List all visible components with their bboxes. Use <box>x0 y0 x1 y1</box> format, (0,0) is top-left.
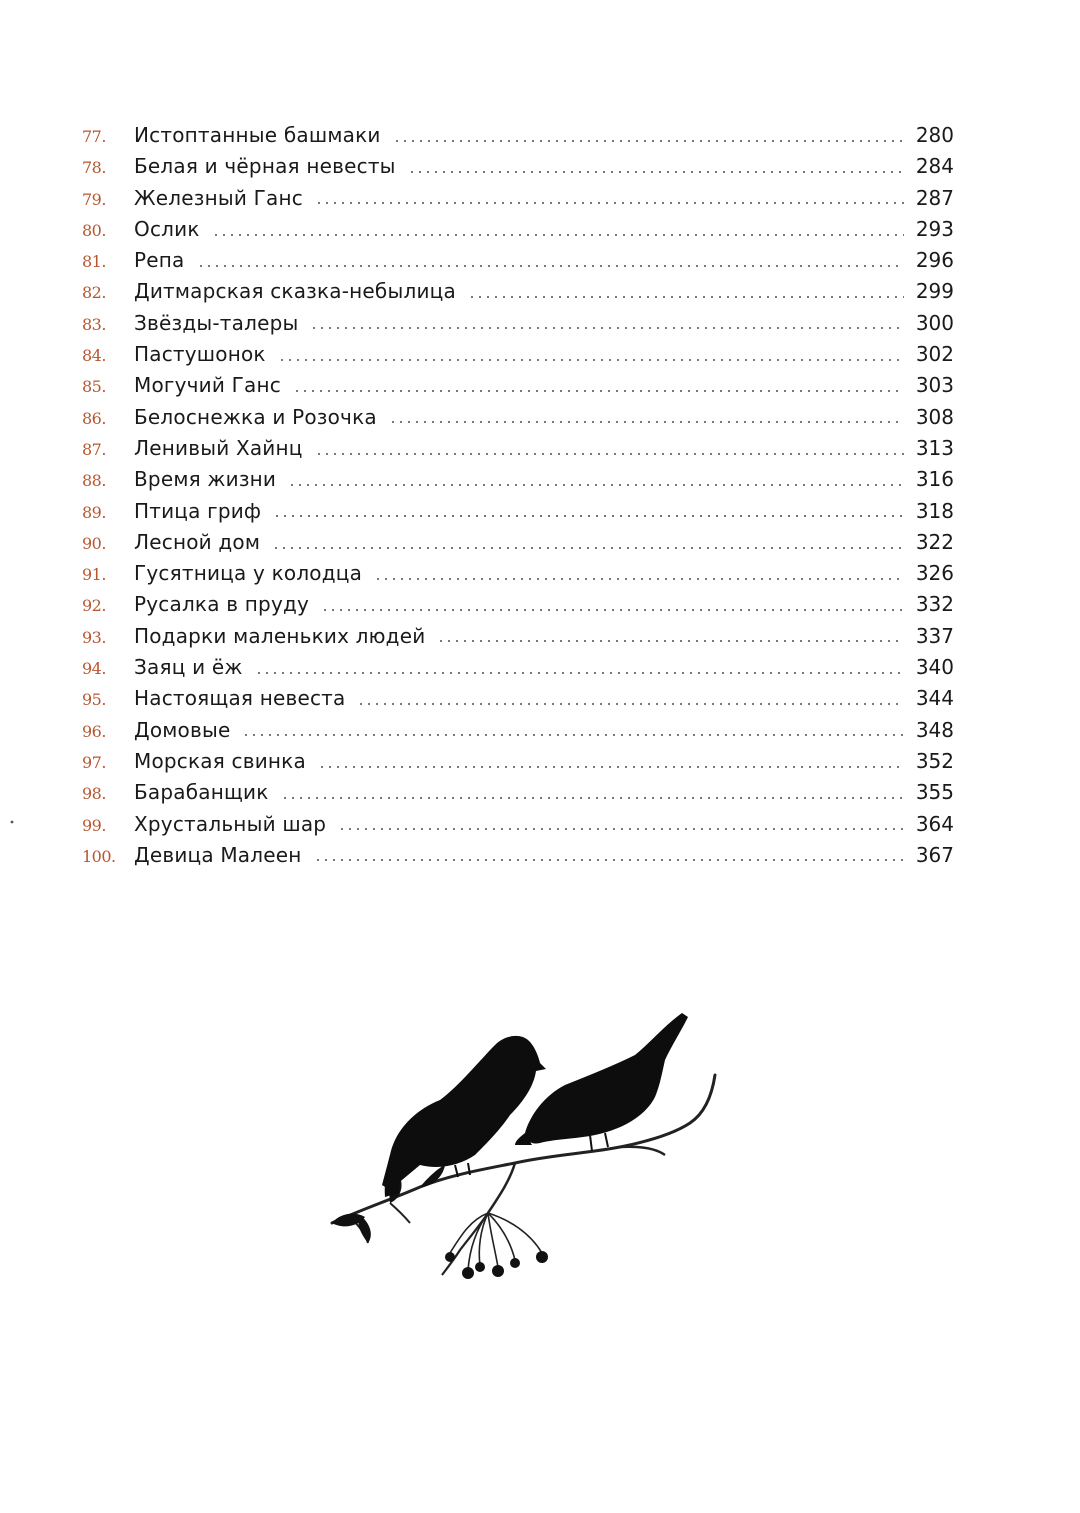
dot-leader <box>468 296 904 298</box>
toc-entry-number: 84. <box>82 346 106 366</box>
toc-entry-title: Дитмарская сказка-небылица <box>134 279 456 304</box>
dot-leader <box>212 234 904 236</box>
toc-entry <box>82 214 954 245</box>
toc-entry-title: Девица Малеен <box>134 842 302 867</box>
toc-entry-number: 82. <box>82 283 106 303</box>
toc-entry-page: 303 <box>915 373 954 398</box>
dot-leader <box>197 265 904 267</box>
toc-entry <box>82 840 954 871</box>
toc-entry-page: 367 <box>915 842 954 867</box>
toc-entry-page: 352 <box>915 748 954 773</box>
toc-entry <box>82 621 954 652</box>
toc-entry <box>82 339 954 370</box>
toc-entry-title: Репа <box>134 248 185 273</box>
toc-entry-page: 300 <box>915 310 954 335</box>
toc-entry-page: 322 <box>915 529 954 554</box>
toc-entry-title: Заяц и ёж <box>134 655 243 680</box>
toc-entry-page: 348 <box>915 717 954 742</box>
dot-leader <box>278 359 904 361</box>
dot-leader <box>293 390 904 392</box>
table-of-contents <box>82 120 954 871</box>
toc-entry-title: Истоптанные башмаки <box>134 123 381 147</box>
dot-leader <box>272 547 904 549</box>
toc-entry-number: 80. <box>82 220 106 240</box>
toc-entry <box>82 683 954 714</box>
toc-entry-page: 318 <box>915 498 954 523</box>
toc-entry-title: Лесной дом <box>134 529 261 554</box>
dot-leader <box>408 171 904 173</box>
toc-entry-title: Настоящая невеста <box>134 686 346 711</box>
toc-entry-number: 91. <box>82 565 106 585</box>
toc-entry-page: 299 <box>915 279 954 304</box>
toc-entry-number: 96. <box>82 721 106 741</box>
toc-entry <box>82 558 954 589</box>
toc-entry-page: 332 <box>915 592 954 617</box>
toc-entry <box>82 151 954 182</box>
toc-entry-title: Белоснежка и Розочка <box>134 404 377 429</box>
dot-leader <box>273 515 904 517</box>
dot-leader <box>310 327 903 329</box>
toc-entry-title: Подарки маленьких людей <box>134 623 426 648</box>
dot-leader <box>314 859 904 861</box>
toc-entry-page: 355 <box>915 780 954 805</box>
dot-leader <box>321 609 904 611</box>
scan-speck <box>10 820 14 824</box>
dot-leader <box>393 140 904 142</box>
toc-entry-number: 95. <box>82 690 106 710</box>
toc-entry-page: 313 <box>915 435 954 460</box>
toc-entry-title: Ленивый Хайнц <box>134 435 303 460</box>
dot-leader <box>281 797 904 799</box>
toc-entry-title: Ослик <box>134 216 200 241</box>
dot-leader <box>242 734 903 736</box>
toc-entry-page: 344 <box>915 686 954 711</box>
dot-leader <box>437 640 903 642</box>
toc-entry-page: 284 <box>915 154 954 179</box>
dot-leader <box>288 484 904 486</box>
toc-entry-page: 316 <box>915 467 954 492</box>
toc-entry-title: Звёзды-талеры <box>134 310 299 335</box>
toc-entry <box>82 777 954 808</box>
toc-entry-page: 340 <box>915 655 954 680</box>
toc-entry-page: 326 <box>915 561 954 586</box>
toc-entry-title: Время жизни <box>134 467 277 492</box>
dot-leader <box>318 766 904 768</box>
toc-entry-number: 83. <box>82 314 106 334</box>
toc-entry <box>82 276 954 307</box>
toc-entry <box>82 527 954 558</box>
dot-leader <box>357 703 903 705</box>
toc-entry-number: 93. <box>82 627 106 647</box>
toc-entry-number: 92. <box>82 596 106 616</box>
dot-leader <box>389 421 904 423</box>
toc-entry-number: 81. <box>82 252 106 272</box>
two-birds-on-branch-icon <box>320 1005 740 1315</box>
dot-leader <box>315 453 904 455</box>
toc-entry <box>82 652 954 683</box>
toc-entry-page: 308 <box>915 404 954 429</box>
toc-entry <box>82 308 954 339</box>
toc-entry-number: 86. <box>82 408 106 428</box>
toc-entry-number: 89. <box>82 502 106 522</box>
toc-entry <box>82 245 954 276</box>
toc-entry-page: 293 <box>915 216 954 241</box>
toc-entry-number: 100. <box>82 846 116 866</box>
toc-entry-title: Домовые <box>134 717 231 742</box>
toc-entry-page: 296 <box>915 248 954 273</box>
toc-entry-title: Морская свинка <box>134 748 306 773</box>
toc-entry-page: 287 <box>915 185 954 210</box>
dot-leader <box>338 828 904 830</box>
toc-entry-page: 302 <box>915 342 954 367</box>
toc-entry <box>82 120 954 151</box>
dot-leader <box>315 202 904 204</box>
toc-entry-title: Железный Ганс <box>134 185 303 210</box>
dot-leader <box>374 578 904 580</box>
toc-entry <box>82 496 954 527</box>
toc-entry-number: 97. <box>82 752 106 772</box>
toc-entry <box>82 183 954 214</box>
toc-entry-title: Русалка в пруду <box>134 592 310 617</box>
toc-entry-number: 98. <box>82 784 106 804</box>
toc-entry-number: 78. <box>82 158 106 178</box>
dot-leader <box>255 672 904 674</box>
toc-entry <box>82 746 954 777</box>
toc-entry-number: 88. <box>82 471 106 491</box>
toc-entry-title: Белая и чёрная невесты <box>134 154 396 179</box>
toc-entry-title: Гусятница у колодца <box>134 561 363 586</box>
toc-entry <box>82 715 954 746</box>
toc-entry-title: Пастушонок <box>134 342 266 367</box>
toc-entry-title: Хрустальный шар <box>134 811 327 836</box>
toc-entry-title: Птица гриф <box>134 498 262 523</box>
toc-entry <box>82 589 954 620</box>
toc-entry-title: Могучий Ганс <box>134 373 281 398</box>
toc-entry-title: Барабанщик <box>134 780 269 805</box>
toc-entry-number: 85. <box>82 377 106 397</box>
toc-entry <box>82 433 954 464</box>
toc-entry <box>82 370 954 401</box>
toc-entry-number: 77. <box>82 127 106 146</box>
toc-entry-page: 280 <box>915 123 954 147</box>
toc-entry-number: 90. <box>82 533 106 553</box>
toc-entry <box>82 402 954 433</box>
toc-entry-number: 79. <box>82 189 106 209</box>
toc-entry <box>82 809 954 840</box>
toc-entry <box>82 464 954 495</box>
toc-entry-page: 364 <box>915 811 954 836</box>
toc-entry-number: 99. <box>82 815 106 835</box>
toc-entry-page: 337 <box>915 623 954 648</box>
toc-entry-number: 87. <box>82 439 106 459</box>
toc-entry-number: 94. <box>82 659 106 679</box>
